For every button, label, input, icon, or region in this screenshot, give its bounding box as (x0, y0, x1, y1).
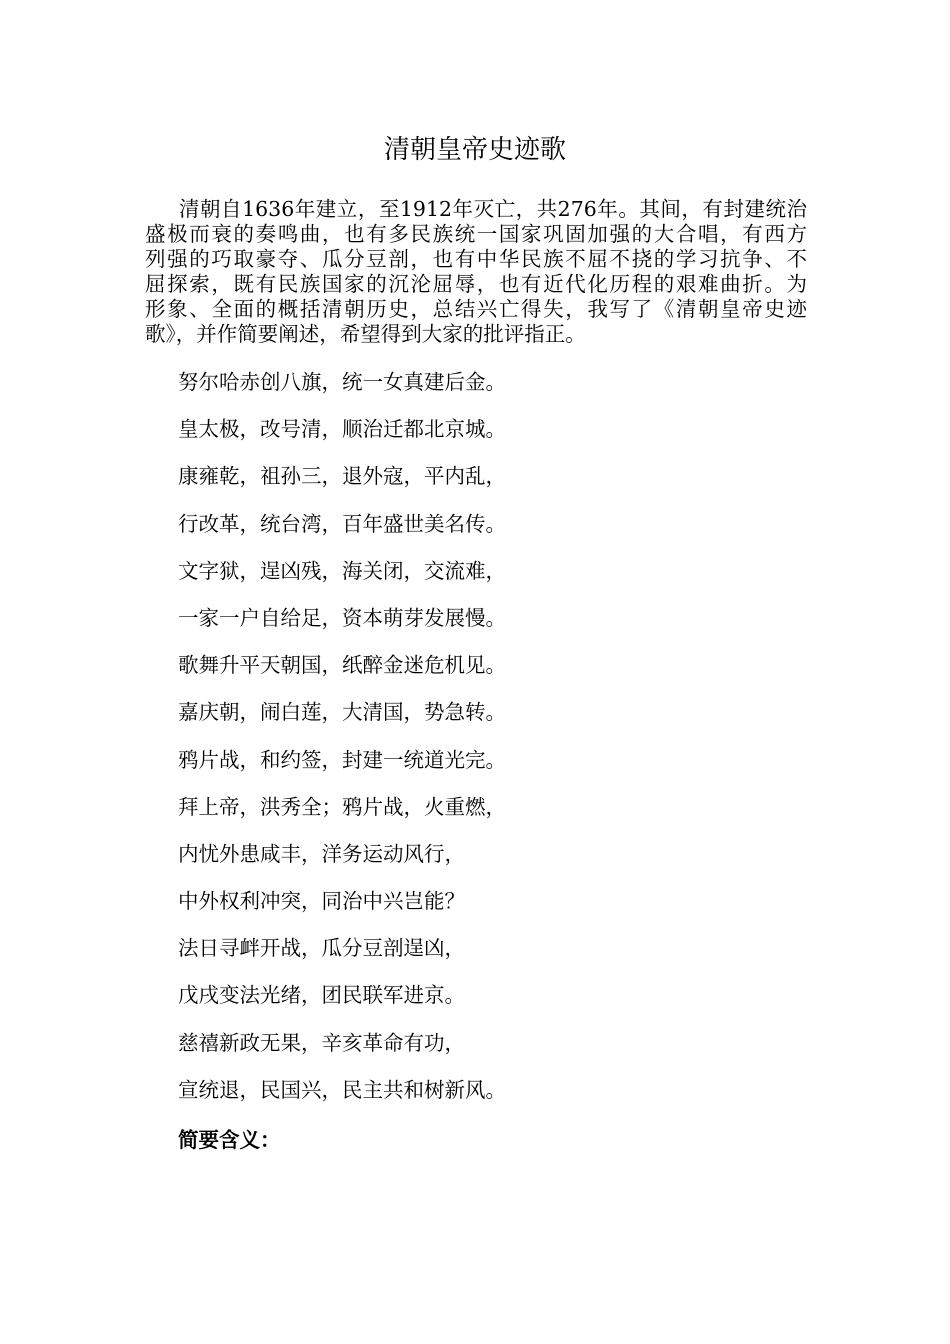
verse-line: 慈禧新政无果，辛亥革命有功， (178, 1030, 465, 1055)
verse-line: 戊戌变法光绪，团民联军进京。 (178, 983, 465, 1008)
verse-line: 皇太极，改号清，顺治迁都北京城。 (178, 417, 506, 442)
verse-line: 歌舞升平天朝国，纸醉金迷危机见。 (178, 653, 506, 678)
verse-line: 努尔哈赤创八旗，统一女真建后金。 (178, 370, 506, 394)
intro-line: 清朝自1636年建立，至1912年灭亡，共276年。其间，有封建统治 (179, 197, 807, 221)
verse-line: 文字狱，逞凶残，海关闭，交流难， (178, 558, 506, 583)
section-heading: 简要含义： (178, 1128, 281, 1152)
verse-line: 康雍乾，祖孙三，退外寇，平内乱， (178, 464, 506, 489)
verse-line: 一家一户自给足，资本萌芽发展慢。 (178, 605, 506, 630)
verse-line: 拜上帝，洪秀全；鸦片战，火重燃， (178, 794, 506, 819)
verse-line: 内忧外患咸丰，洋务运动风行， (178, 841, 465, 866)
intro-line: 歌》，并作简要阐述，希望得到大家的批评指正。 (145, 322, 586, 346)
verse-list (178, 367, 798, 1122)
page-title: 清朝皇帝史迹歌 (383, 135, 566, 165)
verse-line: 法日寻衅开战，瓜分豆剖逞凶， (178, 936, 465, 961)
intro-line: 列强的巧取豪夺、瓜分豆剖，也有中华民族不屈不挠的学习抗争、不 (145, 247, 807, 271)
verse-line: 嘉庆朝，闹白莲，大清国，势急转。 (178, 700, 506, 725)
verse-line: 行改革，统台湾，百年盛世美名传。 (178, 511, 506, 536)
intro-line: 盛极而衰的奏鸣曲，也有多民族统一国家巩固加强的大合唱，有西方 (145, 222, 807, 246)
verse-line: 中外权利冲突，同治中兴岂能？ (178, 889, 465, 914)
verse-line: 鸦片战，和约签，封建一统道光完。 (178, 747, 506, 772)
intro-line: 形象、全面的概括清朝历史，总结兴亡得失，我写了《清朝皇帝史迹 (145, 297, 807, 321)
verse-line: 宣统退，民国兴，民主共和树新风。 (178, 1077, 506, 1102)
intro-paragraph (145, 197, 807, 347)
intro-line: 屈探索，既有民族国家的沉沦屈辱，也有近代化历程的艰难曲折。为 (145, 272, 807, 296)
